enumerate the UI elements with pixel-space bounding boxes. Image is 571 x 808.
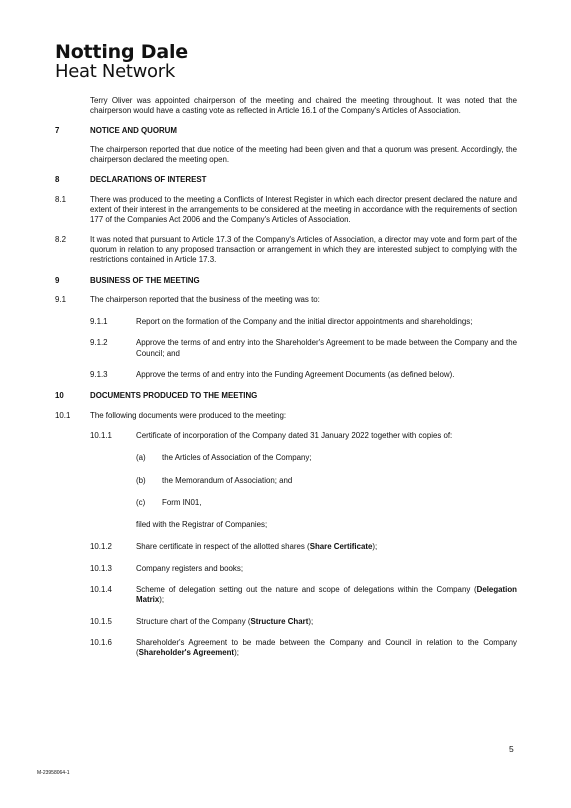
list-item-c: (c) Form IN01,: [136, 497, 202, 507]
clause-10-1-6: 10.1.6 Shareholder's Agreement to be made between the Company and Council in relation to the Company (Shareholder's Agreement);: [90, 637, 517, 658]
section-7-heading: 7 NOTICE AND QUORUM: [55, 125, 177, 135]
clause-9-1-3: 9.1.3 Approve the terms of and entry into the Funding Agreement Documents (as defined below).: [90, 370, 455, 380]
clause-10-1: 10.1 The following documents were produced to the meeting:: [55, 410, 287, 420]
defined-term-delegation-matrix: Delegation Matrix: [136, 585, 517, 605]
intro-paragraph: Terry Oliver was appointed chairperson of the meeting and chaired the meeting throughout. It was noted that the chairperson would have a casting vote as reflected in Article 16.1 of the Company's Articles of Association.: [90, 96, 517, 116]
document-reference: M-23958064-1: [37, 770, 70, 776]
clause-8-1: 8.1 There was produced to the meeting a Conflicts of Interest Register in which each director present declared the nature and extent of their interest in the arrangements to be considered at the meeting in accordance with the requirements of section 177 of the Companies Act 2006 and the Company's Articles of Association.: [55, 194, 517, 225]
clause-10-1-4: 10.1.4 Scheme of delegation setting out the nature and scope of delegations within the Company (Delegation Matrix);: [90, 585, 517, 605]
defined-term-share-certificate: Share Certificate: [309, 542, 373, 552]
section-10-heading: 10 DOCUMENTS PRODUCED TO THE MEETING: [55, 391, 258, 401]
clause-9-1-1: 9.1.1 Report on the formation of the Company and the initial director appointments and shareholdings;: [90, 317, 473, 327]
clause-10-1-5: 10.1.5 Structure chart of the Company (Structure Chart);: [90, 616, 314, 626]
section-8-heading: 8 DECLARATIONS OF INTEREST: [55, 175, 207, 185]
logo-line-2: Heat Network: [55, 61, 175, 82]
page-number: 5: [509, 744, 514, 754]
section-7-text: The chairperson reported that due notice of the meeting had been given and that a quorum was present. Accordingly, the chairperson declared the meeting open.: [90, 144, 517, 165]
list-item-a: (a) the Articles of Association of the Company;: [136, 453, 312, 463]
defined-term-shareholders-agreement: Shareholder's Agreement: [138, 648, 235, 658]
document-body: [55, 96, 517, 659]
section-9-heading: 9 BUSINESS OF THE MEETING: [55, 275, 200, 285]
clause-9-1-2: 9.1.2 Approve the terms of and entry into the Shareholder's Agreement to be made between the Company and the Council; and: [90, 338, 517, 358]
filed-text: filed with the Registrar of Companies;: [136, 520, 268, 530]
clause-9-1: 9.1 The chairperson reported that the business of the meeting was to:: [55, 294, 320, 304]
logo-line-1: Notting Dale: [55, 41, 188, 63]
list-item-b: (b) the Memorandum of Association; and: [136, 475, 293, 485]
clause-8-2: 8.2 It was noted that pursuant to Article 17.3 of the Company's Articles of Association, a director may vote and form part of the quorum in relation to any proposed transaction or arrangement in which they are interested subject to complying with the restrictions contained in Article 17.3.: [55, 234, 517, 265]
clause-10-1-3: 10.1.3 Company registers and books;: [90, 563, 244, 573]
clause-10-1-1: 10.1.1 Certificate of incorporation of the Company dated 31 January 2022 together with copies of:: [90, 430, 453, 440]
defined-term-structure-chart: Structure Chart: [250, 616, 309, 626]
clause-10-1-2: 10.1.2 Share certificate in respect of the allotted shares (Share Certificate);: [90, 542, 378, 552]
company-logo: [55, 42, 188, 82]
